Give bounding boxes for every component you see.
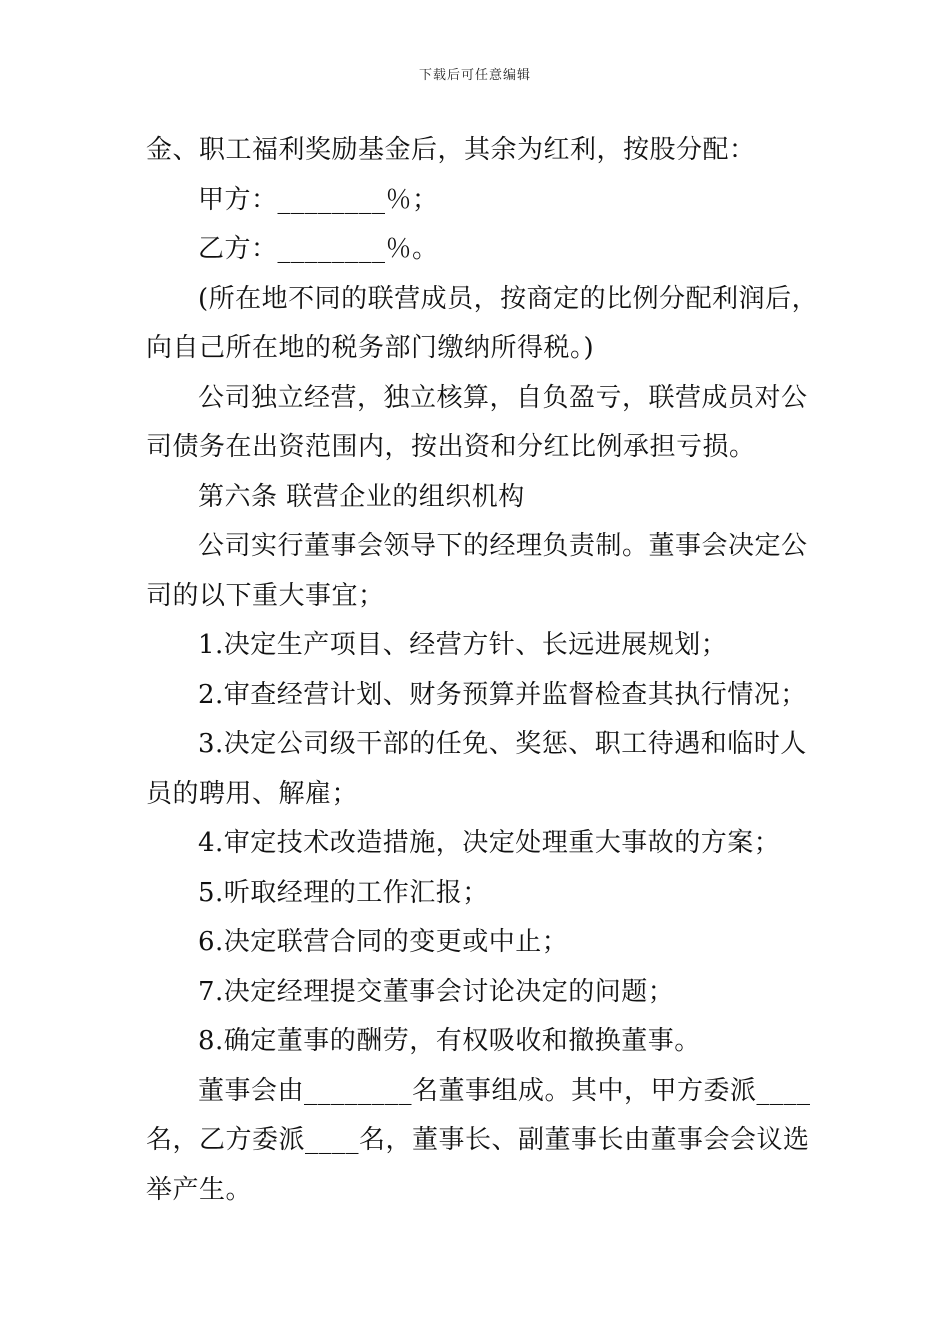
text-line: (所在地不同的联营成员，按商定的比例分配利润后， xyxy=(198,283,819,314)
list-item: 8.确定董事的酬劳，有权吸收和撤换董事。 xyxy=(198,1026,701,1056)
section-heading: 第六条 联营企业的组织机构 xyxy=(198,481,525,512)
list-item: 3.决定公司级干部的任免、奖惩、职工待遇和临时人 xyxy=(198,729,807,759)
text-line: 乙方：________％。 xyxy=(198,234,439,264)
text-line: 司的以下重大事宜； xyxy=(146,580,385,611)
text-line: 司债务在出资范围内，按出资和分红比例承担亏损。 xyxy=(146,432,756,462)
list-item: 1.决定生产项目、经营方针、长远进展规划； xyxy=(198,630,728,660)
list-item: 7.决定经理提交董事会讨论决定的问题； xyxy=(198,976,675,1007)
list-item: 5.听取经理的工作汇报； xyxy=(198,877,489,908)
list-item: 2.审查经营计划、财务预算并监督检查其执行情况； xyxy=(198,679,807,710)
list-item: 6.决定联营合同的变更或中止； xyxy=(198,927,569,957)
text-line: 甲方：________％； xyxy=(198,184,439,215)
text-line: 向自己所在地的税务部门缴纳所得税。) xyxy=(146,333,595,363)
text-line: 董事会由________名董事组成。其中，甲方委派____ xyxy=(198,1075,811,1106)
text-line: 名，乙方委派____名，董事长、副董事长由董事会会议选 xyxy=(146,1125,810,1155)
text-line: 公司独立经营，独立核算，自负盈亏，联营成员对公 xyxy=(198,382,808,413)
document-body xyxy=(146,126,819,1215)
text-line: 公司实行董事会领导下的经理负责制。董事会决定公 xyxy=(198,531,808,561)
page-header: 下载后可任意编辑 xyxy=(418,68,531,83)
text-line: 金、职工福利奖励基金后，其余为红利，按股分配： xyxy=(146,135,756,165)
list-item-continuation: 员的聘用、解雇； xyxy=(146,778,359,809)
list-item: 4.审定技术改造措施，决定处理重大事故的方案； xyxy=(198,828,781,858)
text-line: 举产生。 xyxy=(146,1174,253,1205)
